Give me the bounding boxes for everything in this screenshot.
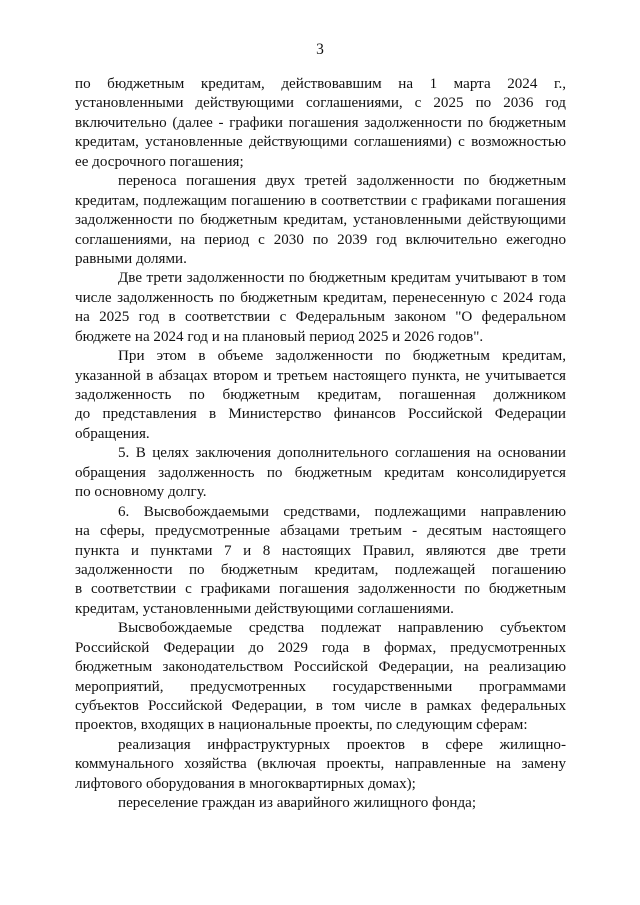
text-line: переселение граждан из аварийного жилищного фонда; [118, 795, 477, 812]
text-line: При этом в объеме задолженности по бюджетным кредитам, [118, 348, 566, 365]
text-line: на сферы, предусмотренные абзацами третьим - десятым настоящего [75, 523, 566, 540]
text-line: Две трети задолженности по бюджетным кредитам учитывают в том [118, 270, 566, 287]
text-line: по основному долгу. [75, 484, 207, 501]
text-line: 5. В целях заключения дополнительного соглашения на основании [118, 445, 566, 462]
document-body [75, 75, 566, 814]
text-line: субъектов Российской Федерации, в том числе в рамках федеральных [75, 698, 566, 714]
text-line: равными долями. [75, 250, 187, 267]
text-line: пункта и пунктами 7 и 8 настоящих Правил, являются две трети [75, 542, 566, 559]
page-number: 3 [316, 41, 324, 58]
text-line: Высвобождаемые средства подлежат направлению субъектом [118, 620, 566, 637]
text-line: кредитам, подлежащим погашению в соответствии с графиками погашения [75, 192, 566, 209]
text-line: коммунального хозяйства (включая проекты, направленные на замену [75, 756, 566, 773]
text-line: переноса погашения двух третей задолженности по бюджетным [118, 173, 566, 190]
text-line: кредитам, установленными действующими соглашениями. [75, 600, 454, 617]
text-line: в соответствии с графиками погашения задолженности по бюджетным [75, 581, 566, 598]
text-line: бюджете на 2024 год и на плановый период 2025 и 2026 годов". [75, 328, 484, 345]
text-line: реализация инфраструктурных проектов в сфере жилищно- [118, 736, 566, 753]
text-line: обращения задолженность по бюджетным кредитам консолидируется [75, 464, 566, 481]
text-line: мероприятий, предусмотренных государственными программами [75, 678, 566, 695]
text-line: числе задолженность по бюджетным кредитам, перенесенную с 2024 года [75, 289, 566, 306]
text-line: указанной в абзацах втором и третьем настоящего пункта, не учитывается [75, 367, 566, 384]
text-line: обращения. [75, 425, 150, 442]
text-line: задолженности по бюджетным кредитам, установленными действующими [75, 212, 566, 229]
text-line: кредитам, установленные действующими соглашениями) с возможностью [75, 134, 566, 151]
text-line: бюджетным законодательством Российской Федерации, на реализацию [75, 659, 566, 676]
text-line: на 2025 год в соответствии с Федеральным законом "О федеральном [75, 309, 566, 326]
text-line: по бюджетным кредитам, действовавшим на 1 марта 2024 г., [75, 76, 566, 92]
text-line: задолженности по бюджетным кредитам, подлежащей погашению [75, 561, 566, 578]
text-line: соглашениями, на период с 2030 по 2039 год включительно ежегодно [75, 231, 566, 248]
text-line: установленными действующими соглашениями, с 2025 по 2036 год [75, 95, 566, 112]
text-line: лифтового оборудования в многоквартирных домах); [75, 775, 416, 792]
text-line: ее досрочного погашения; [75, 153, 244, 170]
text-line: 6. Высвобождаемыми средствами, подлежащими направлению [118, 503, 566, 520]
text-line: задолженность по бюджетным кредитам, погашенная должником [75, 387, 566, 403]
text-line: включительно (далее - графики погашения задолженности по бюджетным [75, 114, 566, 131]
text-line: Российской Федерации до 2029 года в формах, предусмотренных [75, 639, 566, 656]
text-line: проектов, входящих в национальные проекты, по следующим сферам: [75, 717, 528, 734]
text-line: до представления в Министерство финансов Российской Федерации [75, 406, 566, 423]
